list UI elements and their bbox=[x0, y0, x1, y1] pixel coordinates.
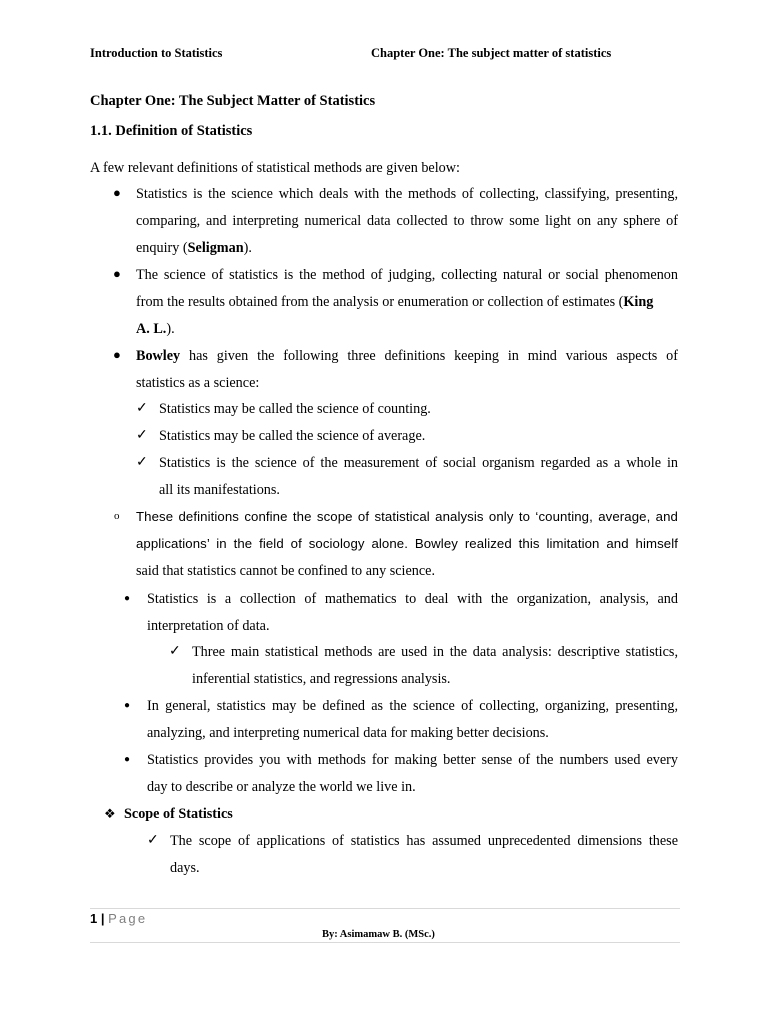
check-icon: ✓ bbox=[169, 644, 181, 659]
page-number: 1 | Page bbox=[90, 911, 148, 926]
note-line3: said that statistics cannot be confined to any science. bbox=[136, 563, 436, 579]
footer-author: By: Asimamaw B. (MSc.) bbox=[322, 929, 435, 940]
def3-line1: Bowley has given the following three definitions keeping in mind various aspects of bbox=[136, 348, 678, 364]
section-title: 1.1. Definition of Statistics bbox=[90, 123, 253, 139]
diamond-icon: ❖ bbox=[104, 806, 116, 821]
footer-rule-bottom bbox=[90, 942, 680, 943]
point1-line2: interpretation of data. bbox=[147, 618, 270, 634]
small-bullet-icon: ● bbox=[124, 593, 131, 604]
note-line1: These definitions confine the scope of statistical analysis only to ‘counting, average, and bbox=[136, 509, 678, 524]
def2-line1: The science of statistics is the method of judging, collecting natural or social phenomenon bbox=[136, 267, 678, 283]
def2-line2: from the results obtained from the analysis or enumeration or collection of estimates (King bbox=[136, 294, 654, 310]
bullet-icon: ● bbox=[113, 185, 121, 200]
check-icon: ✓ bbox=[136, 401, 148, 416]
scope-sub-line2: days. bbox=[170, 860, 200, 876]
def1-line2: comparing, and interpreting numerical data collected to throw some light on any sphere of bbox=[136, 213, 678, 229]
check-icon: ✓ bbox=[147, 833, 159, 848]
bullet-icon: ● bbox=[113, 347, 121, 362]
scope-title: Scope of Statistics bbox=[124, 806, 233, 822]
header-right: Chapter One: The subject matter of statistics bbox=[371, 46, 612, 60]
hollow-circle-icon: o bbox=[114, 510, 120, 522]
footer-rule-top bbox=[90, 908, 680, 909]
header-left: Introduction to Statistics bbox=[90, 46, 223, 60]
intro-text: A few relevant definitions of statistical methods are given below: bbox=[90, 160, 460, 176]
small-bullet-icon: ● bbox=[124, 700, 131, 711]
small-bullet-icon: ● bbox=[124, 754, 131, 765]
check-icon: ✓ bbox=[136, 428, 148, 443]
note-line2: applications’ in the field of sociology alone. Bowley realized this limitation and himself bbox=[136, 536, 678, 551]
chapter-title: Chapter One: The Subject Matter of Statistics bbox=[90, 93, 376, 109]
def3-sub1: Statistics may be called the science of counting. bbox=[159, 401, 431, 417]
check-icon: ✓ bbox=[136, 455, 148, 470]
point1-line1: Statistics is a collection of mathematics to deal with the organization, analysis, and bbox=[147, 591, 678, 607]
def1-line3: enquiry (Seligman). bbox=[136, 240, 252, 256]
point3-line2: day to describe or analyze the world we live in. bbox=[147, 779, 416, 795]
def3-sub3-line1: Statistics is the science of the measurement of social organism regarded as a whole in bbox=[159, 455, 678, 471]
bullet-icon: ● bbox=[113, 266, 121, 281]
point3-line1: Statistics provides you with methods for making better sense of the numbers used every bbox=[147, 752, 678, 768]
point1-sub-line2: inferential statistics, and regressions analysis. bbox=[192, 671, 451, 687]
def1-line1: Statistics is the science which deals with the methods of collecting, classifying, presenting, bbox=[136, 186, 678, 202]
def2-line3: A. L.). bbox=[136, 321, 175, 337]
point2-line1: In general, statistics may be defined as the science of collecting, organizing, presenting, bbox=[147, 698, 678, 714]
def3-sub3-line2: all its manifestations. bbox=[159, 482, 280, 498]
scope-sub-line1: The scope of applications of statistics has assumed unprecedented dimensions these bbox=[170, 833, 678, 849]
point1-sub-line1: Three main statistical methods are used in the data analysis: descriptive statistics, bbox=[192, 644, 678, 660]
point2-line2: analyzing, and interpreting numerical data for making better decisions. bbox=[147, 725, 549, 741]
def3-sub2: Statistics may be called the science of average. bbox=[159, 428, 426, 444]
def3-line2: statistics as a science: bbox=[136, 375, 260, 391]
